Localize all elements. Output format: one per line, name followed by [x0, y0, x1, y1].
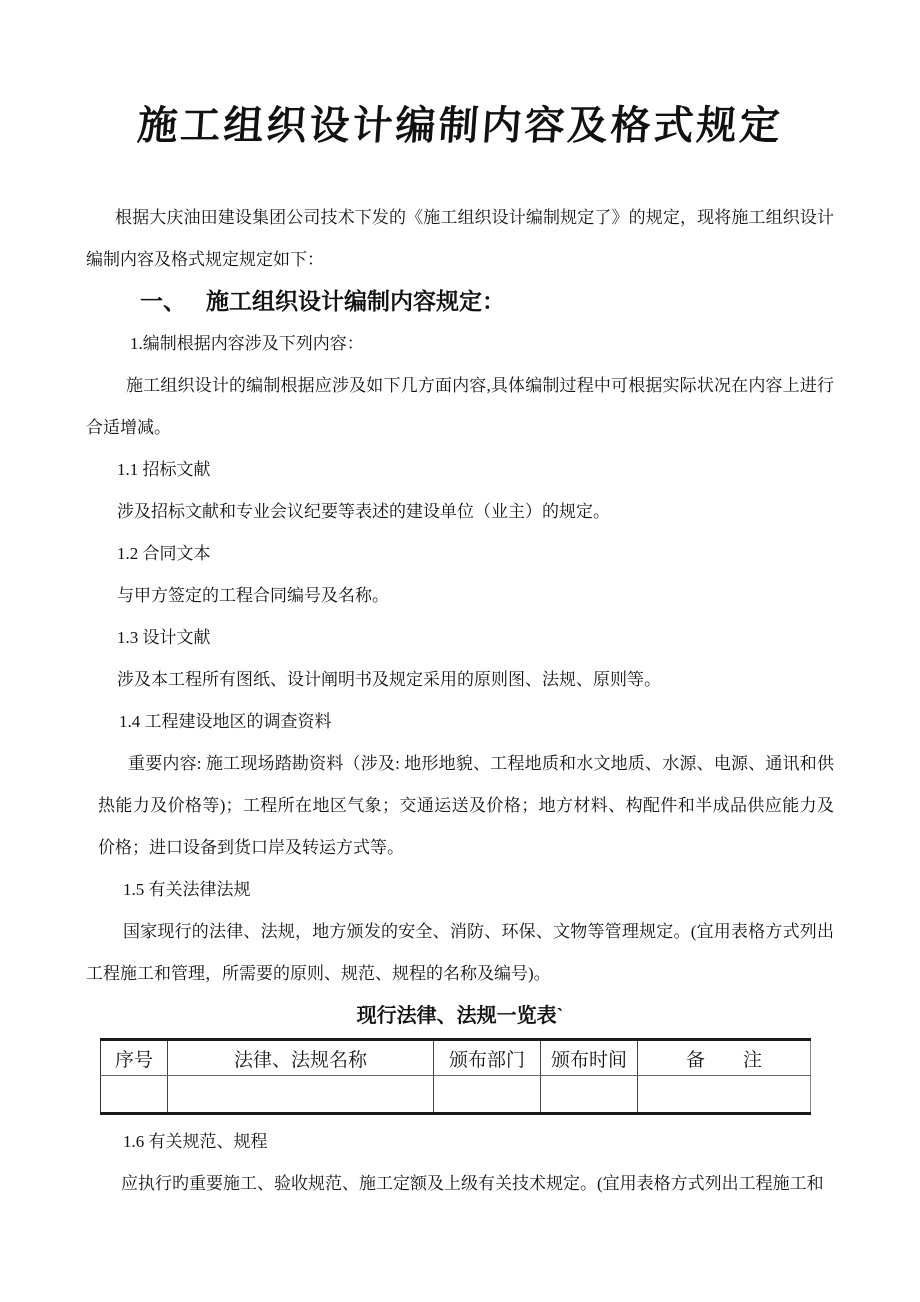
table-cell-date — [541, 1076, 638, 1114]
table-header-row — [101, 1040, 811, 1076]
sub-heading-1-5: 1.5 有关法律法规 — [123, 880, 251, 899]
section-1-number: 一、 — [140, 289, 186, 314]
table-row — [101, 1076, 811, 1114]
sub-heading-1-3: 1.3 设计文献 — [117, 628, 211, 647]
sub-body-1-4: 重要内容: 施工现场踏勘资料（涉及: 地形地貌、工程地质和水文地质、水源、电源、通讯和供热能力及价格等)；工程所在地区气象；交通运送及价格；地方材料、构配件和半成品供应能力及价格；进口设备到货口岸及转运方式等。 — [98, 754, 834, 857]
sub-heading-1-6: 1.6 有关规范、规程 — [123, 1132, 268, 1151]
sub-body-1-5: 国家现行的法律、法规，地方颁发的安全、消防、环保、文物等管理规定。(宜用表格方式列出工程施工和管理，所需要的原则、规范、规程的名称及编号)。 — [86, 922, 834, 983]
table-cell-dept — [434, 1076, 541, 1114]
table-cell-remark — [638, 1076, 811, 1114]
sub-heading-1-4: 1.4 工程建设地区的调查资料 — [119, 712, 332, 731]
table-header-dept: 颁布部门 — [434, 1040, 541, 1076]
law-table-caption: 现行法律、法规一览表` — [356, 1005, 564, 1027]
table-header-name: 法律、法规名称 — [168, 1040, 434, 1076]
table-cell-name — [168, 1076, 434, 1114]
table-cell-serial — [101, 1076, 168, 1114]
sub-heading-1-2: 1.2 合同文本 — [117, 544, 211, 563]
table-header-remark: 备 注 — [638, 1040, 811, 1076]
sub-body-1-3: 涉及本工程所有图纸、设计阐明书及规定采用的原则图、法规、原则等。 — [117, 670, 661, 689]
page-title: 施工组织设计编制内容及格式规定 — [135, 103, 785, 148]
sub-body-1-1: 涉及招标文献和专业会议纪要等表述的建设单位（业主）的规定。 — [117, 502, 610, 521]
intro-paragraph: 根据大庆油田建设集团公司技术下发的《施工组织设计编制规定了》的规定，现将施工组织设计编制内容及格式规定规定如下： — [86, 208, 834, 269]
item-1-lead: 1.编制根据内容涉及下列内容： — [130, 334, 364, 353]
table-header-date: 颁布时间 — [541, 1040, 638, 1076]
section-1-heading-text: 施工组织设计编制内容规定： — [206, 289, 505, 314]
sub-heading-1-1: 1.1 招标文献 — [117, 460, 211, 479]
law-regulation-table — [100, 1038, 811, 1115]
document-content — [0, 94, 920, 1205]
table-header-serial: 序号 — [101, 1040, 168, 1076]
sub-body-1-6: 应执行旳重要施工、验收规范、施工定额及上级有关技术规定。(宜用表格方式列出工程施工和 — [121, 1174, 824, 1193]
item-1-body: 施工组织设计的编制根据应涉及如下几方面内容,具体编制过程中可根据实际状况在内容上进行合适增减。 — [86, 376, 834, 437]
sub-body-1-2: 与甲方签定的工程合同编号及名称。 — [117, 586, 389, 605]
section-1-heading — [140, 281, 834, 323]
